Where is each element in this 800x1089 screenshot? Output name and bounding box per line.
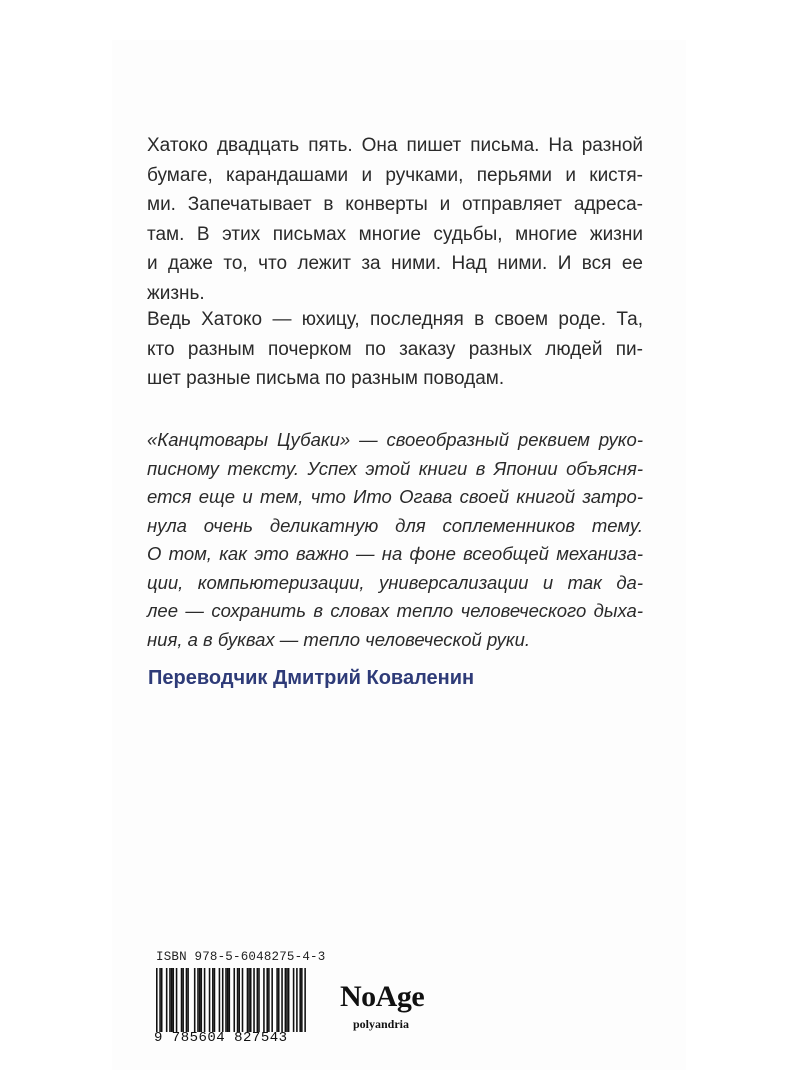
barcode-bar [304, 968, 306, 1032]
text-line: ми. Запечатывает в конверты и отправляет адреса- [147, 194, 643, 215]
barcode-bar [171, 968, 173, 1032]
text-line: бумаге, карандашами и ручками, перьями и кистя- [147, 164, 643, 186]
barcode-digits: 9 785604 827543 [154, 1030, 288, 1046]
barcode-bar [176, 968, 178, 1032]
barcode-bar [242, 968, 244, 1032]
barcode-bar [248, 968, 250, 1032]
barcode [156, 968, 306, 1032]
barcode-bar [199, 968, 201, 1032]
barcode-bar [258, 968, 260, 1032]
barcode-bar [266, 968, 268, 1032]
barcode-bar [194, 968, 196, 1032]
description-paragraph-2 [147, 305, 643, 394]
barcode-bar [276, 968, 278, 1032]
barcode-bar [209, 968, 211, 1032]
barcode-bar [222, 968, 224, 1032]
barcode-bar [257, 968, 259, 1032]
text-line: там. В этих письмах многие судьбы, многие жизни [147, 223, 643, 245]
barcode-bar [156, 968, 158, 1032]
barcode-bar [233, 968, 235, 1032]
barcode-bar [214, 968, 216, 1032]
barcode-bar [299, 968, 301, 1032]
barcode-bar [301, 968, 303, 1032]
publisher-logo-name: NoAge [340, 980, 425, 1013]
text-line: ции, компьютеризации, универсализации и так да- [147, 571, 643, 593]
barcode-bar [181, 968, 183, 1032]
text-line: «Канцтовары Цубаки» — своеобразный реквием руко- [147, 429, 643, 450]
barcode-bar [186, 968, 188, 1032]
barcode-bar [237, 968, 239, 1032]
barcode-bar [293, 968, 295, 1032]
review-paragraph [147, 426, 643, 654]
barcode-bar [263, 968, 265, 1032]
text-line: ется еще и тем, что Ито Огава своей книгой затро- [147, 486, 643, 507]
barcode-bar [161, 968, 163, 1032]
barcode-bar [225, 968, 227, 1032]
text-line: шет разные письма по разным поводам. [147, 368, 505, 389]
barcode-bar [247, 968, 249, 1032]
text-line: кто разным почерком по заказу разных людей пи- [147, 338, 643, 360]
text-line: ния, а в буквах — тепло человеческой руки. [147, 628, 531, 650]
barcode-bar [172, 968, 174, 1032]
barcode-bar [169, 968, 171, 1032]
barcode-bar [238, 968, 240, 1032]
barcode-bar [285, 968, 287, 1032]
barcode-bar [201, 968, 203, 1032]
barcode-bar [278, 968, 280, 1032]
text-line: жизнь. [147, 282, 205, 304]
barcode-bar [219, 968, 221, 1032]
text-line: и даже то, что лежит за ними. Над ними. И вся ее [147, 253, 643, 274]
barcode-bar [229, 968, 231, 1032]
barcode-bar [286, 968, 288, 1032]
barcode-bar [166, 968, 168, 1032]
barcode-bar [250, 968, 252, 1032]
text-line: Хатоко двадцать пять. Она пишет письма. На разной [147, 135, 643, 156]
isbn-label: ISBN 978-5-6048275-4-3 [156, 950, 326, 964]
translator-credit: Переводчик Дмитрий Коваленин [148, 667, 475, 689]
barcode-bar [227, 968, 229, 1032]
barcode-bar [281, 968, 283, 1032]
barcode-bar [288, 968, 290, 1032]
barcode-bar [204, 968, 206, 1032]
barcode-bar [187, 968, 189, 1032]
barcode-bar [212, 968, 214, 1032]
barcode-bar [197, 968, 199, 1032]
text-line: нула очень деликатную для соплеменников тему. [147, 514, 643, 536]
barcode-bar [296, 968, 298, 1032]
barcode-bar [159, 968, 161, 1032]
barcode-bar [182, 968, 184, 1032]
barcode-bar [268, 968, 270, 1032]
text-line: Ведь Хатоко — юхицу, последняя в своем роде. Та, [147, 309, 643, 330]
text-line: писному тексту. Успех этой книги в Японии объясня- [147, 457, 643, 479]
publisher-logo [340, 980, 460, 1040]
text-line: О том, как это важно — на фоне всеобщей механиза- [147, 543, 643, 564]
publisher-logo-sub: polyandria [353, 1017, 410, 1031]
text-line: лее — сохранить в словах тепло человеческого дыха- [147, 600, 643, 621]
barcode-bar [253, 968, 255, 1032]
description-paragraph-1 [147, 131, 643, 308]
barcode-bar [271, 968, 273, 1032]
